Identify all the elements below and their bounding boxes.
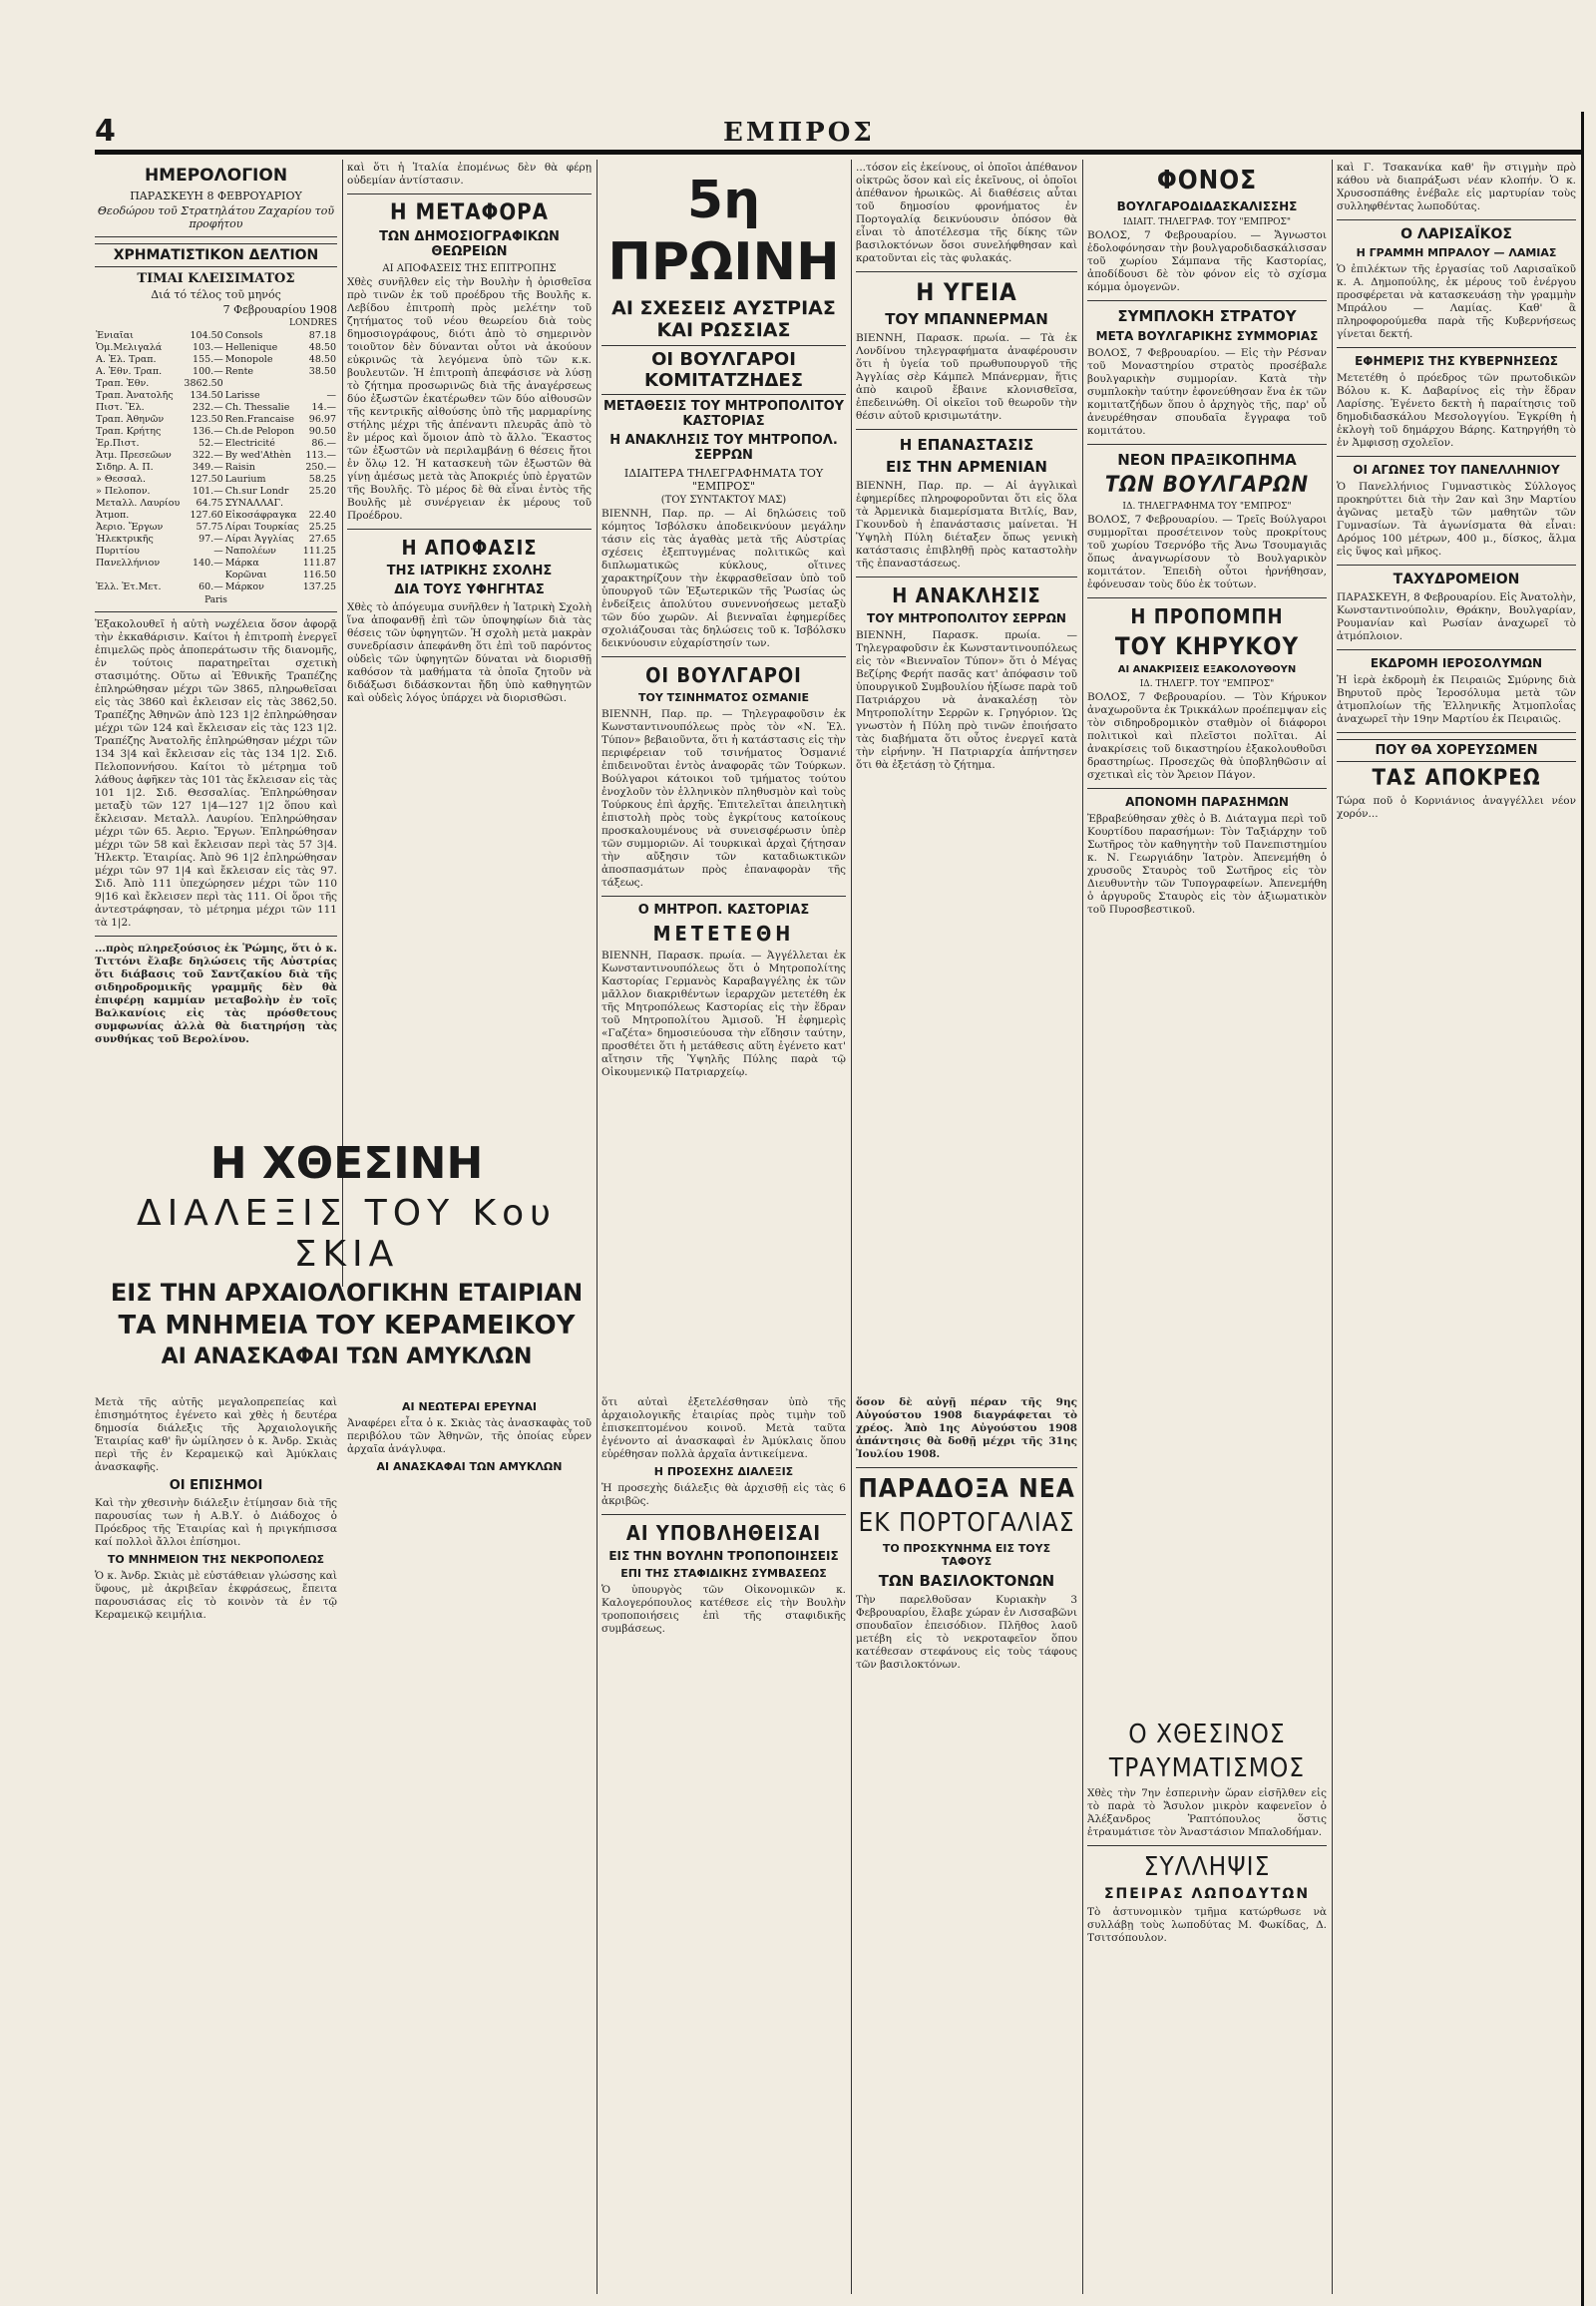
edition-headline: 5η ΠΡΩΙΝΗ: [607, 171, 840, 292]
decorations-article: Ἐβραβεύθησαν χθὲς ὁ Β. Διάταγμα περὶ τοῦ Κουρτίδου παρασήμων: Τὸν Ταξιάρχην τοῦ Σωτῆρος τὸν καθηγητὴν τοῦ Πανεπιστημίου κ. Ν. Γεωργιάδην Ἰατρὸν. Ἀπενεμήθη ὁ χρυσοῦς Σταυρὸς τοῦ Σωτῆρος εἰς τὸν Διευθυντὴν τῶν Τυπογραφείων. Ἀπενεμήθη ὁ ἀργυροῦς Σταυρὸς εἰς τὸν ἀξιωματικὸν τοῦ Πυροσβεστικοῦ.: [1087, 813, 1327, 916]
column-divider: [342, 160, 343, 1287]
telegram-label: ΙΔΙΑΙΤ. ΤΗΛΕΓΡΑΦ. ΤΟΥ "ΕΜΠΡΟΣ": [1122, 217, 1292, 227]
rate-row: [95, 450, 337, 462]
teacher-subhead: ΒΟΥΛΓΑΡΟΔΙΔΑΣΚΑΛΙΣΣΗΣ: [1116, 199, 1298, 213]
rate-cell: Larisse: [224, 390, 260, 401]
rate-row: [95, 354, 337, 366]
rate-cell: 22.40: [308, 510, 336, 521]
excavations-headline: ΑΙ ΑΝΑΣΚΑΦΑΙ ΤΩΝ ΑΜΥΚΛΩΝ: [161, 1345, 533, 1369]
rate-row: [95, 462, 337, 474]
rate-cell: 90.50: [308, 426, 336, 437]
lecture-column-b: [347, 1396, 592, 2294]
rate-cell: Λίραι Ἀγγλίας: [224, 534, 294, 545]
kastoria-bishop-headline: Ο ΜΗΤΡΟΠ. ΚΑΣΤΟΡΙΑΣ: [637, 903, 810, 918]
rate-cell: Raisin: [224, 462, 255, 473]
kastoria-article: ΒΙΕΝΝΗ, Παρασκ. πρωία. — Ἀγγέλλεται ἐκ Κωνσταντινουπόλεως ὅτι ὁ Μητροπολίτης Καστορίας Γερμανὸς Καραβαγγέλης ἐκ τῶν μᾶλλον διακριθέντων ἱεραρχῶν μετετέθη ἐκ τῆς Μητροπόλεως Καστορίας εἰς τὴν ἕδραν τοῦ Μητροπολίτου Ἀμισοῦ. Ἡ ἐφημερὶς «Γαζέτα» δημοσιεύουσα τὴν εἴδησιν ταύτην, προσθέτει ὅτι ἡ μετάθεσις αὕτη ἐγένετο κατ' αἴτησιν τῆς Ὑψηλῆς Πύλης παρὰ τῷ Οἰκουμενικῷ Πατριαρχείῳ.: [601, 950, 846, 1078]
murder-article: ΒΟΛΟΣ, 7 Φεβρουαρίου. — Ἄγνωστοι ἐδολοφόνησαν τὴν βουλγαροδιδασκάλισσαν τοῦ χωρίου Σάμπανα τῆς Καστορίας, ἀποδίδουσι δὲ τὸν φόνον εἰς τὸ σχίσμα κόμμα ὁμογενῶν.: [1087, 229, 1327, 293]
currant-subhead: ΕΠΙ ΤΗΣ ΣΤΑΦΙΔΙΚΗΣ ΣΥΜΒΑΣΕΩΣ: [620, 1567, 827, 1580]
revolution-article: ΒΙΕΝΝΗ, Παρ. πρ. — Αἱ ἀγγλικαὶ ἐφημερίδες πληροφοροῦνται ὅτι εἰς ὅλα τὰ Ἀρμενικὰ διαμερίσματα Βιτλίς, Βαν, Γκουνδοὺ ἡ ἐπανάστασις μαίνεται. Ἡ Ὑψηλὴ Πύλη διέταξεν ὅπως γενικὴ κατάστασις ἐπιβληθῇ πρὸς καταστολὴν τῆς ἐπαναστάσεως.: [856, 480, 1077, 570]
rate-cell: [224, 378, 301, 390]
rate-cell: Μεταλλ. Λαυρίου: [96, 498, 181, 509]
carnival-subhead: ΤΑΣ ΑΠΟΚΡΕΩ: [1372, 766, 1541, 791]
rate-cell: 101.—: [193, 486, 223, 497]
rate-row: [95, 498, 337, 510]
calendar-saint: Θεοδώρου τοῦ Στρατηλάτου Ζαχαρίου τοῦ προφήτου: [97, 204, 335, 230]
rate-row: [95, 438, 337, 450]
rate-cell: Ἐρ.Πιστ.: [96, 438, 140, 449]
telegram-label-2: ΙΔ. ΤΗΛΕΓΡΑΦΗΜΑ ΤΟΥ "ΕΜΠΡΟΣ": [1122, 502, 1292, 512]
health-headline: Η ΥΓΕΙΑ: [916, 278, 1017, 306]
armenia-subhead: ΕΙΣ ΤΗΝ ΑΡΜΕΝΙΑΝ: [886, 458, 1047, 476]
rate-cell: Ἀεριο. Ἔργων: [96, 522, 164, 533]
amyklai-subhead: ΑΙ ΑΝΑΣΚΑΦΑΙ ΤΩΝ ΑΜΥΚΛΩΝ: [376, 1460, 563, 1473]
rate-cell: [183, 570, 224, 581]
column-5: [1087, 162, 1327, 1393]
rate-cell: 155.—: [193, 354, 223, 365]
rate-cell: 103.—: [193, 342, 223, 353]
health-article: ΒΙΕΝΝΗ, Παρασκ. πρωία. — Τὰ ἐκ Λονδίνου τηλεγραφήματα ἀναφέρουσιν ὅτι ἡ ὑγεία τοῦ πρωθυπουργοῦ τῆς Ἀγγλίας σὲρ Κάμπελ Μπάνερμαν, ἥτις ἀπὸ καιροῦ ἔβαινε κλονισθεῖσα, ἐπεδεινώθη. Οἱ οἰκεῖοι τοῦ θεωροῦν τὴν θέσιν αὐτοῦ κρισιμωτάτην.: [856, 332, 1077, 422]
rate-cell: 48.50: [308, 354, 336, 365]
rate-row: [95, 510, 337, 522]
clash-subhead: ΜΕΤΑ ΒΟΥΛΓΑΡΙΚΗΣ ΣΥΜΜΟΡΙΑΣ: [1095, 329, 1319, 343]
for-lecturers: ΔΙΑ ΤΟΥΣ ΥΦΗΓΗΤΑΣ: [394, 582, 545, 597]
new-plot-headline: ΝΕΟΝ ΠΡΑΞΙΚΟΠΗΜΑ: [1117, 451, 1297, 469]
rate-cell: 232.—: [193, 402, 223, 413]
games-article: Ὁ Πανελλήνιος Γυμναστικὸς Σύλλογος προκηρύττει διὰ τὴν 2αν καὶ 3ην Μαρτίου ἀγῶνας μεταξὺ τῶν μαθητῶν τῶν Γυμνασίων. Τὰ ἀγωνίσματα θὰ εἶναι: Δρόμος 100 μέτρων, 400 μ., δίσκος, ἅλμα εἰς ὕψος καὶ μῆκος.: [1337, 481, 1576, 558]
clash-headline: ΣΥΜΠΛΟΚΗ ΣΤΡΑΤΟΥ: [1117, 307, 1297, 325]
next-lecture-subhead: Η ΠΡΟΣΕΧΗΣ ΔΙΑΛΕΞΙΣ: [653, 1465, 794, 1478]
dance-headline: ΠΟΥ ΘΑ ΧΟΡΕΥΣΩΜΕΝ: [1337, 739, 1576, 762]
rate-cell: 3862.50: [184, 378, 223, 389]
rate-cell: » Θεσσαλ.: [96, 474, 146, 485]
rate-cell: 87.18: [308, 330, 336, 341]
rate-cell: Πυριτίου: [96, 546, 140, 557]
officials-subhead: ΟΙ ΕΠΙΣΗΜΟΙ: [169, 1478, 263, 1493]
injury-subhead: ΤΡΑΥΜΑΤΙΣΜΟΣ: [1108, 1753, 1306, 1783]
rate-cell: 100.—: [193, 366, 223, 377]
society-headline: ΕΙΣ ΤΗΝ ΑΡΧΑΙΟΛΟΓΙΚΗΝ ΕΤΑΙΡΙΑΝ: [110, 1279, 584, 1307]
escort-article: ΒΟΛΟΣ, 7 Φεβρουαρίου. — Τὸν Κήρυκον ἀναχωροῦντα ἐκ Τρικκάλων προέπεμψαν εἰς τὸν σιδηροδρομικὸν σταθμὸν οἱ διάφοροι πολιτικοὶ καὶ πλεῖστοι πολῖται. Αἱ ἀνακρίσεις τοῦ δικαστηρίου ἐξακολουθοῦσι δραστηρίως. Προσεχῶς θὰ ὑποβληθῶσιν αἱ σχετικαὶ εἰς τὸν Ἄρειον Πάγον.: [1087, 691, 1327, 781]
rate-cell: Ναπολέων: [224, 546, 276, 557]
lecture-banner: [95, 1135, 598, 1373]
rate-row: [95, 581, 337, 593]
arrest-headline: ΣΥΛΛΗΨΙΣ: [1143, 1852, 1271, 1882]
rate-cell: 111.25: [302, 546, 336, 557]
rate-cell: 97.—: [199, 534, 223, 545]
rate-cell: By wed'Athèn: [224, 450, 291, 461]
rate-cell: Hellenique: [224, 342, 278, 353]
rate-cell: Τραπ. Κρήτης: [96, 426, 162, 437]
masthead-rule: [95, 150, 1581, 155]
column-4: [856, 162, 1077, 1294]
rates-table: [95, 330, 337, 593]
paris-label: Paris: [204, 595, 227, 605]
strange-news-headline: ΠΑΡΑΔΟΞΑ ΝΕΑ: [858, 1474, 1075, 1504]
rate-cell: Monopole: [224, 354, 273, 365]
kastoria-transfer-headline: ΜΕΤΑΘΕΣΙΣ ΤΟΥ ΜΗΤΡΟΠΟΛΙΤΟΥ ΚΑΣΤΟΡΙΑΣ: [602, 399, 845, 429]
rate-cell: 127.60: [190, 510, 223, 521]
page-fold-edge: [1581, 112, 1596, 2306]
gazette-article: Μετετέθη ὁ πρόεδρος τῶν πρωτοδικῶν Βόλου κ. Κ. Δαβαρίνος εἰς τὴν ἕδραν Λαρίσης. Ἐγένετο δεκτὴ ἡ παραίτησις τοῦ δημοδιδασκάλου Μεσολογγίου. Ἐγκρίθη ἡ ἐκλογὴ τοῦ δημάρχου Βάρης. Κατηργήθη τὸ ἐν Ἀμφισσῃ σχολεῖον.: [1337, 372, 1576, 449]
rate-cell: Σιδηρ. Α. Π.: [96, 462, 154, 473]
transfer-subhead: ΤΩΝ ΔΗΜΟΣΙΟΓΡΑΦΙΚΩΝ ΘΕΩΡΕΙΩΝ: [379, 229, 560, 259]
post-office-article: ΠΑΡΑΣΚΕΥΗ, 8 Φεβρουαρίου. Εἰς Ἀνατολὴν, Κωνσταντινούπολιν, Θράκην, Βουλγαρίαν, Ρουμανίαν καὶ Ρωσίαν ἀναχωρεῖ τὸ ἀτμόπλοιον.: [1337, 591, 1576, 642]
column-3-lower: [601, 1396, 846, 2294]
rate-row: [95, 486, 337, 498]
research-article: Ἀναφέρει εἶτα ὁ κ. Σκιὰς τὰς ἀνασκαφὰς τοῦ περιβόλου τῶν Ἀθηνῶν, τῆς ὁποίας εὗρεν ἀρχαῖα ἀνάγλυφα.: [347, 1417, 592, 1455]
lecture-continued: ὅτι αὐταὶ ἐξετελέσθησαν ὑπὸ τῆς ἀρχαιολογικῆς ἑταιρίας πρὸς τιμὴν τοῦ ἐπισκεπτομένου κοινοῦ. Μετὰ ταῦτα ἐγένοντο αἱ ἀνασκαφαὶ ἐν Ἀμύκλαις ὅπου εὑρέθησαν πολλὰ ἀρχαῖα ἀντικείμενα.: [601, 1396, 846, 1460]
rate-cell: 57.75: [196, 522, 223, 533]
rate-cell: Α. Ἑλ. Τραπ.: [96, 354, 157, 365]
regicides-subhead: ΤΩΝ ΒΑΣΙΛΟΚΤΟΝΩΝ: [878, 1572, 1055, 1590]
rate-cell: 134.50: [190, 390, 223, 401]
rate-cell: 137.25: [302, 581, 336, 592]
end-of-month-note: Διά τό τέλος τοῦ μηνός: [151, 288, 281, 301]
recall-headline: Η ΑΝΑΚΛΗΣΙΣ: [892, 583, 1041, 607]
rate-cell: 25.20: [308, 486, 336, 497]
amendments-headline: ΑΙ ΥΠΟΒΛΗΘΕΙΣΑΙ: [625, 1521, 822, 1545]
revolution-headline: Η ΕΠΑΝΑΣΤΑΣΙΣ: [899, 436, 1034, 454]
portugal-article: Τὴν παρελθοῦσαν Κυριακὴν 3 Φεβρουαρίου, ἔλαβε χώραν ἐν Λισσαβῶνι σπουδαῖον ἐπεισόδιον. Πλῆθος λαοῦ μετέβη εἰς τὸ νεκροταφεῖον ὅπου κατέθεσαν στεφάνους εἰς τοὺς τάφους τῶν βασιλοκτόνων.: [856, 1594, 1077, 1671]
monuments-headline: ΤΑ ΜΝΗΜΕΙΑ ΤΟΥ ΚΕΡΑΜΕΙΚΟΥ: [118, 1311, 576, 1341]
necropolis-subhead: ΤΟ ΜΝΗΜΕΙΟΝ ΤΗΣ ΝΕΚΡΟΠΟΛΕΩΣ: [107, 1553, 325, 1566]
inquiries-subhead: ΑΙ ΑΝΑΚΡΙΣΕΙΣ ΕΞΑΚΟΛΟΥΘΟΥΝ: [1117, 664, 1297, 675]
rate-cell: Ἐλλ. Ἐτ.Μετ.: [96, 581, 162, 592]
arrest-article: Τὸ ἀστυνομικὸν τμῆμα κατώρθωσε νὰ συλλάβῃ τοὺς λωποδύτας Μ. Φωκίδας, Δ. Τσιτσόπουλον.: [1087, 1906, 1327, 1944]
rate-cell: Τραπ. Ἀνατολῆς: [96, 390, 174, 401]
column-divider: [851, 160, 852, 2294]
rate-row: [95, 414, 337, 426]
rate-cell: 113.—: [305, 450, 336, 461]
masthead: [95, 112, 1581, 152]
rate-row: [95, 366, 337, 378]
page-number: 4: [95, 114, 116, 149]
rate-row: [95, 402, 337, 414]
bannerman-subhead: ΤΟΥ ΜΠΑΝΝΕΡΜΑΝ: [885, 310, 1048, 328]
osmanie-subhead: ΤΟΥ ΤΣΙΝΗΜΑΤΟΣ ΟΣΜΑΝΙΕ: [638, 691, 809, 704]
bulletin-date: 7 Φεβρουαρίου 1908: [222, 303, 337, 316]
rate-cell: Ἀτμ. Πρεσεῶων: [96, 450, 172, 461]
lecture-intro: Μετὰ τῆς αὐτῆς μεγαλοπρεπείας καὶ ἐπισημότητος ἐγένετο καὶ χθὲς ἡ δευτέρα δημοσία διάλεξις τῆς Ἀρχαιολογικῆς Ἑταιρίας καθ' ἣν ὡμίλησεν ὁ κ. Ἀνδρ. Σκιὰς περὶ τῆς ἐν Κεραμεικῷ καὶ Ἀμύκλαις ἀνασκαφῆς.: [95, 1396, 337, 1473]
rate-cell: Α. Ἐθν. Τραπ.: [96, 366, 163, 377]
rate-cell: Ch.de Pelopon: [224, 426, 295, 437]
rate-row: [95, 522, 337, 534]
rate-cell: 116.50: [302, 570, 336, 580]
larissa-article: Ὁ ἐπιλέκτων τῆς ἐργασίας τοῦ Λαρισαϊκοῦ κ. Α. Δημοπούλης, ἐκ μέρους τοῦ ἐνέργου προσφέρεται νὰ κατασκευάσῃ τὴν γραμμὴν Μπράλου — Λαμίας. Καθ' ἃ πληροφορούμεθα παρὰ τῆς Κυβερνήσεως γίνεται δεκτή.: [1337, 263, 1576, 340]
calendar-title: ΗΜΕΡΟΛΟΓΙΟΝ: [144, 166, 288, 186]
rate-cell: Ren.Francaise: [224, 414, 295, 425]
rate-cell: 322.—: [193, 450, 223, 461]
rate-cell: Εἰκοσάφραγκα: [224, 510, 297, 521]
yesterday-injury-headline: Ο ΧΘΕΣΙΝΟΣ: [1128, 1720, 1286, 1749]
telegrams-label: ΙΔΙΑΙΤΕΡΑ ΤΗΛΕΓΡΑΦΗΜΑΤΑ ΤΟΥ "ΕΜΠΡΟΣ": [623, 467, 824, 493]
rate-cell: Ch.sur Londr: [224, 486, 289, 497]
decision-headline: Η ΑΠΟΦΑΣΙΣ: [401, 536, 538, 560]
rate-cell: 25.25: [308, 522, 336, 533]
rate-cell: 123.50: [190, 414, 223, 425]
london-label: LONDRES: [289, 318, 337, 328]
closing-prices-title: ΤΙΜΑΙ ΚΛΕΙΣΙΜΑΤΟΣ: [137, 271, 295, 286]
rate-cell: Ἐνιαῖαι: [96, 330, 134, 341]
rate-row: [95, 534, 337, 546]
rate-cell: 38.50: [308, 366, 336, 377]
decision-article: Χθὲς τὸ ἀπόγευμα συνῆλθεν ἡ Ἰατρικὴ Σχολὴ ἵνα ἀποφανθῇ ἐπὶ τῶν ὑποψηφίων διὰ τὰς θέσεις τῶν ὑφηγητῶν. Ἡ σχολὴ μετὰ μακρὰν συνεδρίασιν ἀπεφάνθη ὅτι ἐπὶ τοῦ παρόντος οὐδεὶς τῶν ὑφηγητῶν δύναται νὰ διορισθῇ καθόσον τὰ μαθήματα τὰ ὁποῖα ζητοῦν νὰ διδάξωσι διδάσκονται ἤδη ὑπὸ καθηγητῶν καὶ οὐδεὶς λόγος ὑπάρχει νὰ διορισθῶσι.: [347, 601, 592, 704]
column-divider: [1332, 160, 1333, 2294]
rate-row: [95, 378, 337, 390]
market-report: Ἐξακολουθεῖ ἡ αὐτὴ νωχέλεια ὅσον ἀφορᾷ τὴν ἐκκαθάρισιν. Καίτοι ἡ ἐπιτροπὴ ἐνεργεῖ ἐπιμελῶς πρὸς ἀποπεράτωσιν τῆς διανομῆς, ἐν τούτοις παρατηρεῖται σχετικὴ στασιμότης. Οὕτω αἱ Ἐθνικῆς Τραπέζης ἐπληρώθησαν μέχρι τῶν 3865, πληρωθεῖσαι εἰς τὰς 3860 καὶ ἐκλεισαν εἰς τὰς 3862,50. Τραπέζης Ἀθηνῶν ἀπὸ 123 1|2 ἐπληρώθησαν μέχρι τῶν 124 καὶ ἔκλεισαν εἰς τὰς 123 1|2. Τραπέζης Ἀνατολῆς ἐπληρώθησαν μέχρι τῶν 134 3|4 καὶ ἔκλεισαν εἰς τὰς 134 1|2. Σιδ. Πελοποννήσου. Καίτοι τὸ μέτρημα τοῦ λάθους ἀφῆκεν τὰς 101 τὰς ἔκλεισαν εἰς τὰς 101 1|2. Σιδ. Θεσσαλίας. Ἐπληρώθησαν μεταξὺ τῶν 127 1|4—127 1|2 ὅπου καὶ ἔκλεισαν. Μεταλλ. Λαυρίου. Ἐπληρώθησαν μέχρι τῶν 65. Ἀεριο. Ἔργων. Ἐπληρώθησαν μέχρι τῶν 58 καὶ ἔκλεισαν περὶ τὰς 57 3|4. Ἠλεκτρ. Ἑταιρίας. Ἀπὸ 96 1|2 ἐπληρώθησαν μέχρι τῶν 97 1|4 καὶ ἔκλεισαν εἰς τὰς 97. Σιδ. Ἀπὸ 111 ὑπεχώρησεν μέχρι τῶν 110 9|16 καὶ ἔκλεισεν περὶ τὰς 111. Οἱ ὅροι τῆς ἀντεστράφησαν, τὸ μέτρημα μέχρι τῶν 111 τὰ 1|2.: [95, 618, 337, 929]
rate-cell: 127.50: [190, 474, 223, 485]
column-6: [1337, 162, 1576, 2296]
games-headline: ΟΙ ΑΓΩΝΕΣ ΤΟΥ ΠΑΝΕΛΛΗΝΙΟΥ: [1353, 463, 1560, 477]
research-subhead: ΑΙ ΝΕΩΤΕΡΑΙ ΕΡΕΥΝΑΙ: [402, 1400, 537, 1413]
bulgarians-headline: ΟΙ ΒΟΥΛΓΑΡΟΙ: [645, 663, 802, 687]
bralos-lamia-subhead: Η ΓΡΑΜΜΗ ΜΠΡΑΛΟΥ — ΛΑΜΙΑΣ: [1356, 246, 1557, 259]
correspondent-label: (ΤΟΥ ΣΥΝΤΑΚΤΟΥ ΜΑΣ): [660, 495, 787, 506]
clash-article: ΒΟΛΟΣ, 7 Φεβρουαρίου. — Εἰς τὴν Ρέσναν τοῦ Μοναστηρίου στρατὸς προσέβαλε βουλγαρικὴν συμμορίαν. Κατὰ τὴν συμπλοκὴν ταύτην ἐφονεύθησαν ἕνα ἐκ τῶν κομιτατζήδων ὅπου ὁ ἀρχηγὸς τῆς, παρ' οὗ ἀνευρέθησαν σπουδαῖα ἔγγραφα τοῦ κομιτάτου.: [1087, 347, 1327, 437]
bulgarians-subhead: ΤΩΝ ΒΟΥΛΓΑΡΩΝ: [1104, 473, 1310, 498]
next-lecture-article: Ἡ προσεχὴς διάλεξις θὰ ἀρχισθῇ εἰς τὰς 6 ἀκριβῶς.: [601, 1482, 846, 1507]
rate-cell: ΣΥΝΑΛΛΑΓ.: [224, 498, 284, 509]
rate-cell: Consols: [224, 330, 263, 341]
pickpockets-subhead: ΣΠΕΙΡΑΣ ΛΩΠΟΔΥΤΩΝ: [1103, 1886, 1311, 1902]
recall-article: ΒΙΕΝΝΗ, Παρασκ. πρωία. — Τηλεγραφοῦσιν ἐκ Κωνσταντινουπόλεως εἰς τὸν «Βιενναῖον Τύπον» ὅτι ὁ Μέγας Βεζίρης Φερήτ πασᾶς κατ' ἀπόφασιν τοῦ ὑπουργικοῦ Συμβουλίου ἠξίωσε παρὰ τοῦ Πατριάρχου νὰ ἀνακαλέσῃ τὸν Μητροπολίτην Σερρῶν κ. Γρηγόριον. Ὡς γνωστὸν ἡ Πύλη πρὸ τινῶν ἐποιήσατο τὰς διαβήματα ὅτι οὗτος ἐνεργεῖ κατὰ τὴν εἰρήνην. Ἡ Πατριαρχία ἀπήντησεν ὅτι θὰ ἐξετάσῃ τὸ ζήτημα.: [856, 629, 1077, 771]
rate-cell: 136.—: [193, 426, 223, 437]
serres-subhead: ΤΟΥ ΜΗΤΡΟΠΟΛΙΤΟΥ ΣΕΡΡΩΝ: [867, 611, 1066, 625]
financial-bulletin-title: ΧΡΗΜΑΤΙΣΤΙΚΟΝ ΔΕΛΤΙΟΝ: [95, 243, 337, 267]
serres-recall-headline: Η ΑΝΑΚΛΗΣΙΣ ΤΟΥ ΜΗΤΡΟΠΟΛ. ΣΕΡΡΩΝ: [609, 433, 838, 463]
rate-row: [95, 426, 337, 438]
bulgarian-komitadjis-headline: ΟΙ ΒΟΥΛΓΑΡΟΙ ΚΟΜΙΤΑΤΖΗΔΕΣ: [601, 345, 846, 395]
rate-cell: Πιστ. Ἕλ.: [96, 402, 145, 413]
rate-cell: Τραπ. Ἀθηνῶν: [96, 414, 165, 425]
dance-article: Τώρα ποῦ ὁ Κορνιάνιος ἀναγγέλλει νέον χορόν...: [1337, 795, 1576, 820]
date-notice: ὅσον δὲ αὐγῇ πέραν τῆς 9ης Αὐγούστου 1908 διαγράφεται τὸ χρέος. Ἀπὸ 1ης Αὐγούστου 1908 ἀπάντησις θὰ δοθῇ μέχρι τῆς 31ης Ἰουλίου 1908.: [856, 1396, 1077, 1460]
lecture-headline: ΔΙΑΛΕΞΙΣ ΤΟΥ Κου ΣΚΙΑ: [136, 1193, 558, 1275]
bulgarians-article: ΒΙΕΝΝΗ, Παρ. πρ. — Τηλεγραφοῦσιν ἐκ Κωνσταντινουπόλεως πρὸς τὸν «Ν. Ἑλ. Τύπον» βεβαιοῦντα, ὅτι ἡ κατάστασις εἰς τὴν περιφέρειαν τοῦ τσινήματος Ὀσμανιέ ἐπιδεινοῦται ἐντὸς ἀναφορᾶς τῶν Τούρκων. Βούλγαροι κάτοικοι τοῦ τμήματος τούτου ἐνοχλοῦν τὸν ἑλληνικὸν πληθυσμὸν καὶ τοὺς Τούρκους ἐπὶ ἀρχῆς. Ἐπιτελεῖται ἀπειλητικὴ ἐπιστολὴ πρὸς τοὺς ἐγκρίτους κατοίκους προσκαλουμένους νὰ συνεισφέρωσιν ὑπὲρ τῶν συμμοριῶν. Αἱ τουρκικαὶ ἀρχαὶ ζήτησαν τὴν αὔξησιν τῶν καταδιωκτικῶν ἀποσπασμάτων πρὸς ἐπαναφορὰν τῆς τάξεως.: [601, 708, 846, 889]
transferred-headline: ΜΕΤΕΤΕΘΗ: [652, 922, 795, 946]
rate-cell: 86.—: [311, 438, 336, 449]
rate-cell: 48.50: [308, 342, 336, 353]
gazette-headline: ΕΦΗΜΕΡΙΣ ΤΗΣ ΚΥΒΕΡΝΗΣΕΩΣ: [1355, 354, 1558, 368]
telegram-label-3: ΙΔ. ΤΗΛΕΓΡ. ΤΟΥ "ΕΜΠΡΟΣ": [1139, 679, 1275, 689]
rate-cell: 60.—: [199, 581, 223, 592]
parliament-subhead: ΕΙΣ ΤΗΝ ΒΟΥΛΗΝ ΤΡΟΠΟΠΟΙΗΣΕΙΣ: [608, 1549, 839, 1563]
portugal-continued: ...τόσον εἰς ἐκείνους, οἱ ὁποῖοι ἀπέθανον οἰκτρῶς ὅσον καὶ εἰς ἐκεῖνους, οἱ ὁποῖοι ἀπέθανον ἡρωικῶς. Αἱ διαθέσεις αὗται τοῦ δημοσίου φρονήματος ἐν Πορτογαλίᾳ δεικνύουσιν ὁπόσον θὰ εἶναι τὸ ἀποτέλεσμα τῆς δίκης τῶν βασιλοκτόνων ὅσοι συνελήφθησαν καὶ κρατοῦνται εἰς τὰς φυλακάς.: [856, 162, 1077, 264]
rate-row: [95, 474, 337, 486]
rate-row: [95, 390, 337, 402]
decorations-headline: ΑΠΟΝΟΜΗ ΠΑΡΑΣΗΜΩΝ: [1125, 795, 1289, 809]
medical-school: ΤΗΣ ΙΑΤΡΙΚΗΣ ΣΧΟΛΗΣ: [386, 564, 553, 578]
rate-cell: 14.—: [311, 402, 336, 413]
escort-headline: Η ΠΡΟΠΟΜΠΗ: [1130, 604, 1284, 628]
amendments-article: Ὁ ὑπουργὸς τῶν Οἰκονομικῶν κ. Καλογερόπουλος κατέθεσε εἰς τὴν Βουλὴν τροποποιήσεις ἐπὶ τῆς σταφιδικῆς συμβάσεως.: [601, 1584, 846, 1635]
rate-cell: Λίραι Τουρκίας: [224, 522, 299, 533]
rate-cell: Ch. Thessalie: [224, 402, 290, 413]
rate-cell: 52.—: [199, 438, 223, 449]
rate-cell: —: [213, 546, 223, 557]
portugal-subhead: ΕΚ ΠΟΡΤΟΓΑΛΙΑΣ: [858, 1508, 1075, 1538]
rate-row: [95, 570, 337, 581]
rome-report: ...πρὸς πληρεξούσιος ἐκ Ῥώμης, ὅτι ὁ κ. Τιττόνι ἔλαβε δηλώσεις τῆς Αὐστρίας ὅτι διάβασις τοῦ Σαντζακίου διὰ τῆς σιδηροδρομικῆς γραμμῆς δὲν θὰ ἐπιφέρῃ καμμίαν μεταβολὴν ἐν τοῖς Βαλκανίοις εἰς τὰς πρόσθετους συμφωνίας ἀλλὰ θὰ διατηρήσῃ τὰς συνθήκας τοῦ Βερολίνου.: [95, 943, 337, 1045]
rate-cell: Πανελλήνιον: [96, 558, 161, 569]
column-5-lower: [1087, 1716, 1327, 2294]
rate-cell: Rente: [224, 366, 254, 377]
paper-name: ΕΜΠΡΟΣ: [723, 118, 875, 148]
transfer-headline: Η ΜΕΤΑΦΟΡΑ: [390, 200, 549, 225]
rate-cell: [301, 498, 337, 510]
column-2: [347, 162, 592, 1294]
rate-cell: 96.97: [308, 414, 336, 425]
officials-article: Καὶ τὴν χθεσινὴν διάλεξιν ἐτίμησαν διὰ τῆς παρουσίας των ἡ Α.Β.Υ. ὁ Διάδοχος ὁ Πρόεδρος τῆς Ἑταιρίας καὶ ἡ πριγκήπισσα καί πολλοὶ ἄλλοι ἐπίσημοι.: [95, 1497, 337, 1548]
rate-cell: 58.25: [308, 474, 336, 485]
rate-cell: [301, 378, 337, 390]
jerusalem-article: Ἡ ἱερὰ ἐκδρομὴ ἐκ Πειραιῶς Σμύρνης διὰ Βηρυτοῦ πρὸς Ἱεροσόλυμα μετὰ τῶν ἀτμοπλοίων τῆς Ἑλληνικῆς Ἀτμοπλοΐας ἀναχωρεῖ τὴν 19ην Μαρτίου ἐκ Πειραιῶς.: [1337, 674, 1576, 725]
rate-cell: 349.—: [193, 462, 223, 473]
pilgrimage-subhead: ΤΟ ΠΡΟΣΚΥΝΗΜΑ ΕΙΣ ΤΟΥΣ ΤΑΦΟΥΣ: [882, 1542, 1051, 1568]
austria-russia-headline: ΑΙ ΣΧΕΣΕΙΣ ΑΥΣΤΡΙΑΣ ΚΑΙ ΡΩΣΣΙΑΣ: [611, 297, 836, 341]
rate-row: [95, 330, 337, 342]
austria-russia-article: ΒΙΕΝΝΗ, Παρ. πρ. — Αἱ δηλώσεις τοῦ κόμητος Ἰσβόλσκυ ἀποδεικνύουν μεγάλην τάσιν εἰς τὰς ἀγαθὰς μετὰ τῆς Αὐστρίας σχέσεις ἐξεπτυγμένας πολιτικῶς καὶ διπλωματικῶς κύκλους, οἵτινες χαρακτηρίζουν τὴν ἐκφρασθεῖσαν ὑπὸ τοῦ ὑπουργοῦ τῶν Ἐξωτερικῶν τῆς Ῥωσίας ὡς ἐνδείξεις ἀπολύτου συνεννοήσεως μεταξὺ τῶν δύο χωρῶν. Αἱ βιενναῖαι ἐφημερίδες σχολιάζουσαι τὰς δηλώσεις τοῦ κ. Ἰσβόλσκυ δεικνύουσιν εὐχαρίστησίν των.: [601, 508, 846, 649]
rate-cell: 104.50: [190, 330, 223, 341]
column-divider: [1082, 160, 1083, 2294]
transfer-article: Χθὲς συνῆλθεν εἰς τὴν Βουλὴν ἡ ὁρισθεῖσα πρὸ τινῶν ἐκ τοῦ προέδρου τῆς Βουλῆς κ. Λεβίδου ἐπιτροπὴ πρὸς μελέτην τοῦ ζητήματος τοῦ νέου θεωρείου διὰ τοὺς δημοσιογράφους, διότι ἀπὸ τὸ σημερινὸν τοιοῦτον δὲν δύνανται οὗτοι νὰ ἀκούουν εὐκρινῶς τὰ λεγόμενα ὑπὸ τῶν κ.κ. βουλευτῶν. Ἡ ἐπιτροπὴ ἀπεφάσισε νὰ λύσῃ τὸ ζήτημα προσωρινῶς διὰ τῆς ἀναγέρσεως δύο ἐξωστῶν ἑκατέρωθεν τῶν δύο αἰθουσῶν τῆς κεντρικῆς αἰθούσης ὑπὸ τῆς μαρμαρίνης στήλης μέχρι τῆς ἀπέναντι πλευρᾶς ἀπὸ τὸ ἓν μέρος καὶ ὅμοιον ἀπὸ τὸ ἄλλο. Ἕκαστος τῶν ἐξωστῶν νὰ περιλαμβάνῃ 6 θέσεις ἤτοι ἐν ὅλῳ 12. Ἡ κατασκευὴ τῶν ἐξωστῶν θὰ γίνῃ ἀμέσως μετὰ τὰς Ἀποκριές ὑπὸ ἐργατῶν τῆς Βουλῆς. Τὸ μέρος δὲ θὰ εἶναι ἐντὸς τῆς Βουλῆς μὲ συνέργειαν ἐκ μέρους τοῦ Προέδρου.: [347, 276, 592, 522]
rate-cell: Κορῶναι: [224, 570, 267, 580]
calendar-date: ΠΑΡΑΣΚΕΥΗ 8 ΦΕΒΡΟΥΑΡΙΟΥ: [130, 190, 302, 202]
theft-continued: καὶ Γ. Τσακανίκα καθ' ἣν στιγμὴν πρὸ κάθου νὰ διαπράξωσι νέαν κλοπήν. Ὁ κ. Χρυσοσπάθης ἐνέβαλε εἰς μαρτυρίαν τοὺς συλληφθέντας λωποδύτας.: [1337, 162, 1576, 212]
rate-cell: Ἀτμοπ.: [96, 510, 130, 521]
column-1: [95, 162, 337, 1294]
rate-cell: 140.—: [193, 558, 223, 569]
lecture-column-a: [95, 1396, 337, 2294]
herald-subhead: ΤΟΥ ΚΗΡΥΚΟΥ: [1114, 632, 1300, 660]
rate-cell: 27.65: [308, 534, 336, 545]
jerusalem-headline: ΕΚΔΡΟΜΗ ΙΕΡΟΣΟΛΥΜΩΝ: [1370, 656, 1543, 670]
rate-cell: Ἠλεκτρικῆς: [96, 534, 154, 545]
rate-cell: 64.75: [196, 498, 223, 509]
rate-cell: Μάρκον: [224, 581, 264, 592]
rate-row: [95, 342, 337, 354]
rate-cell: 111.87: [302, 558, 336, 569]
larissa-headline: Ο ΛΑΡΙΣΑΪΚΟΣ: [1400, 226, 1512, 242]
rate-cell: Electricité: [224, 438, 275, 449]
rate-cell: Τραπ. Ἐθν.: [96, 378, 150, 389]
rate-cell: » Πελοπον.: [96, 486, 151, 497]
rate-row: [95, 546, 337, 558]
post-office-headline: ΤΑΧΥΔΡΟΜΕΙΟΝ: [1393, 572, 1520, 587]
injury-article: Χθὲς τὴν 7ην ἑσπερινὴν ὥραν εἰσῆλθεν εἰς τὸ παρὰ τὸ Ἄσυλον μικρὸν καφενεῖον ὁ Ἀλέξανδρος Ῥαπτόπουλος ὅστις ἐτραυμάτισε τὸν Ἀναστάσιον Μπαλοδήμαν.: [1087, 1787, 1327, 1838]
rate-cell: Laurium: [224, 474, 266, 485]
yesterday-headline: Η ΧΘΕΣΙΝΗ: [209, 1138, 484, 1189]
rate-cell: Μάρκα: [224, 558, 259, 569]
rate-cell: —: [326, 390, 336, 401]
rate-cell: Ὁμ.Μελιγαλά: [96, 342, 163, 353]
rate-cell: [95, 570, 183, 581]
rate-cell: 250.—: [305, 462, 336, 473]
rate-row: [95, 558, 337, 570]
continued-text: καὶ ὅτι ἡ Ἰταλία ἐπομένως δὲν θὰ φέρῃ οὐδεμίαν ἀντίστασιν.: [347, 162, 592, 187]
murder-headline: ΦΟΝΟΣ: [1156, 166, 1258, 195]
column-4-lower: [856, 1396, 1077, 2294]
necropolis-article: Ὁ κ. Ἀνδρ. Σκιὰς μὲ εὐστάθειαν γλώσσης καὶ ὕφους, μὲ ἀκριβεῖαν ἐκφράσεως, ἔπειτα παρουσιάσας εἰς τὸ κοινὸν τὰ ἐν τῷ Κεραμεικῷ κειμήλια.: [95, 1570, 337, 1621]
new-plot-article: ΒΟΛΟΣ, 7 Φεβρουαρίου. — Τρεῖς Βούλγαροι συμμορῖται προσέτεινον τοὺς προκρίτους τοῦ χωρίου Τσερνόβο τῆς Ἀνω Τσουμαγιᾶς ὅπως ἀναγνωρίσουν τὸ Βουλγαρικὸν κομιτάτον. Ἐπειδὴ οὗτοι ἠρνήθησαν, ἐφόνευσαν τοὺς δύο ἐκ τούτων.: [1087, 514, 1327, 590]
committee-decisions: ΑΙ ΑΠΟΦΑΣΕΙΣ ΤΗΣ ΕΠΙΤΡΟΠΗΣ: [382, 263, 557, 274]
